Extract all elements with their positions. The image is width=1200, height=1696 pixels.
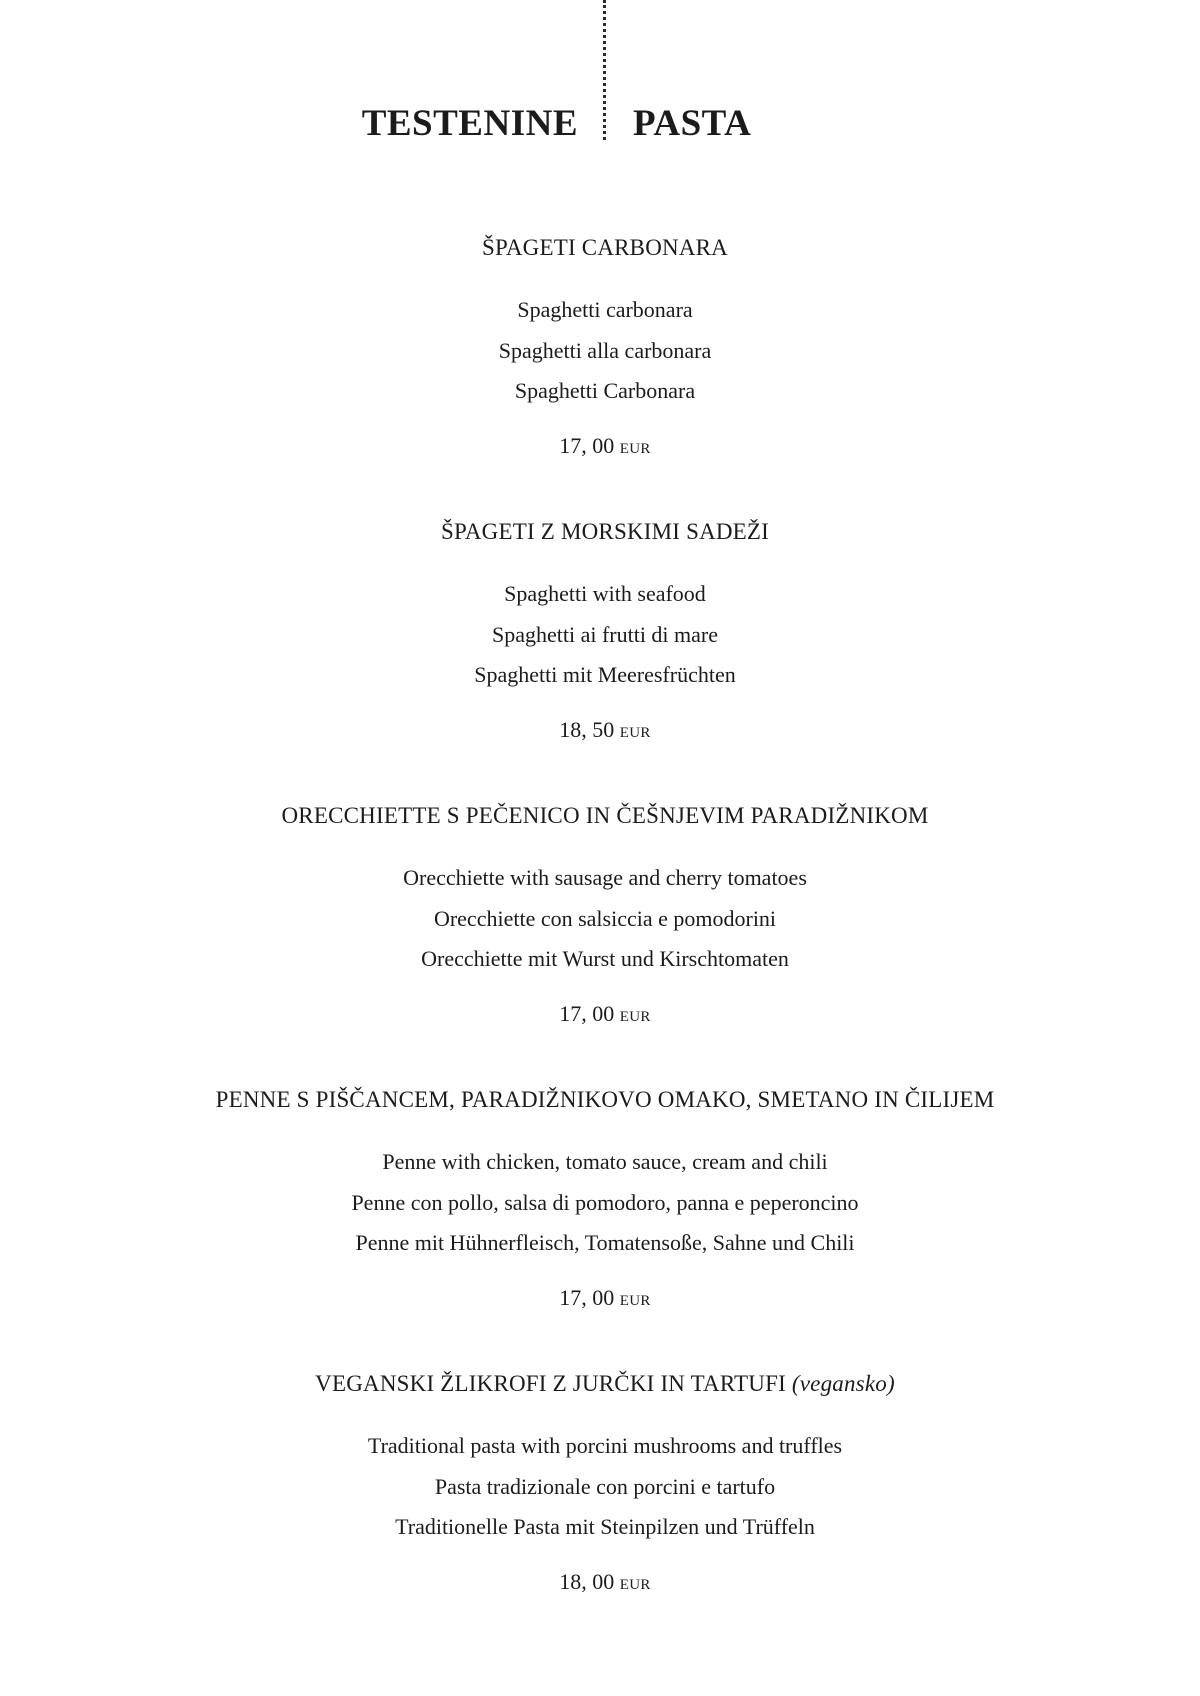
dish-translations: [0, 1142, 1200, 1264]
price-currency: EUR: [619, 1008, 651, 1025]
menu-item: [0, 516, 1200, 800]
dish-translation: Traditionelle Pasta mit Steinpilzen und Trüffeln: [395, 1514, 815, 1539]
price-amount: 17, 00: [559, 432, 615, 458]
price-currency: EUR: [619, 1292, 651, 1309]
price-amount: 18, 00: [559, 1568, 615, 1594]
dish-translation: Spaghetti carbonara: [517, 297, 693, 322]
dish-translations: [0, 290, 1200, 412]
header-divider: [603, 0, 606, 140]
menu-list: [0, 232, 1200, 1652]
menu-item: [0, 800, 1200, 1084]
dish-translation: Traditional pasta with porcini mushrooms and truffles: [367, 1433, 843, 1458]
dish-price: [0, 1566, 1200, 1601]
dish-price: [0, 714, 1200, 749]
dish-name: ŠPAGETI CARBONARA: [481, 235, 728, 260]
dish-translation: Spaghetti Carbonara: [514, 378, 696, 403]
dish-price: [0, 998, 1200, 1033]
dish-translations: [0, 574, 1200, 696]
dish-note: (vegansko): [791, 1371, 895, 1396]
price-amount: 17, 00: [559, 1284, 615, 1310]
dish-translation: Penne with chicken, tomato sauce, cream and chili: [382, 1149, 828, 1174]
price-currency: EUR: [619, 440, 651, 457]
page-title-slovenian: TESTENINE: [361, 103, 578, 144]
dish-price: [0, 1282, 1200, 1317]
dish-name: VEGANSKI ŽLIKROFI Z JURČKI IN TARTUFI (vegansko): [315, 1371, 895, 1396]
dish-translation: Orecchiette with sausage and cherry tomatoes: [403, 865, 807, 890]
menu-item: [0, 232, 1200, 516]
page-title-english: PASTA: [633, 103, 752, 144]
price-currency: EUR: [619, 724, 651, 741]
dish-price: [0, 430, 1200, 465]
price-amount: 18, 50: [559, 716, 615, 742]
price-amount: 17, 00: [559, 1000, 615, 1026]
dish-translation: Spaghetti ai frutti di mare: [491, 621, 719, 647]
dish-translation: Spaghetti mit Meeresfrüchten: [474, 662, 736, 687]
dish-translation: Spaghetti with seafood: [504, 581, 706, 606]
dish-translation: Spaghetti alla carbonara: [498, 337, 712, 363]
dish-name: ORECCHIETTE S PEČENICO IN ČEŠNJEVIM PARADIŽNIKOM: [281, 803, 929, 828]
menu-item: [0, 1368, 1200, 1652]
dish-translations: [0, 1426, 1200, 1548]
price-currency: EUR: [619, 1576, 651, 1593]
menu-item: [0, 1084, 1200, 1368]
dish-translation: Orecchiette con salsiccia e pomodorini: [433, 905, 777, 931]
dish-translation: Penne mit Hühnerfleisch, Tomatensoße, Sahne und Chili: [355, 1230, 855, 1255]
dish-name: PENNE S PIŠČANCEM, PARADIŽNIKOVO OMAKO, SMETANO IN ČILIJEM: [215, 1087, 995, 1112]
dish-translations: [0, 858, 1200, 980]
dish-translation: Penne con pollo, salsa di pomodoro, panna e peperoncino: [351, 1189, 859, 1215]
dish-translation: Orecchiette mit Wurst und Kirschtomaten: [421, 946, 789, 971]
dish-translation: Pasta tradizionale con porcini e tartufo: [434, 1473, 776, 1499]
dish-name: ŠPAGETI Z MORSKIMI SADEŽI: [440, 519, 770, 544]
